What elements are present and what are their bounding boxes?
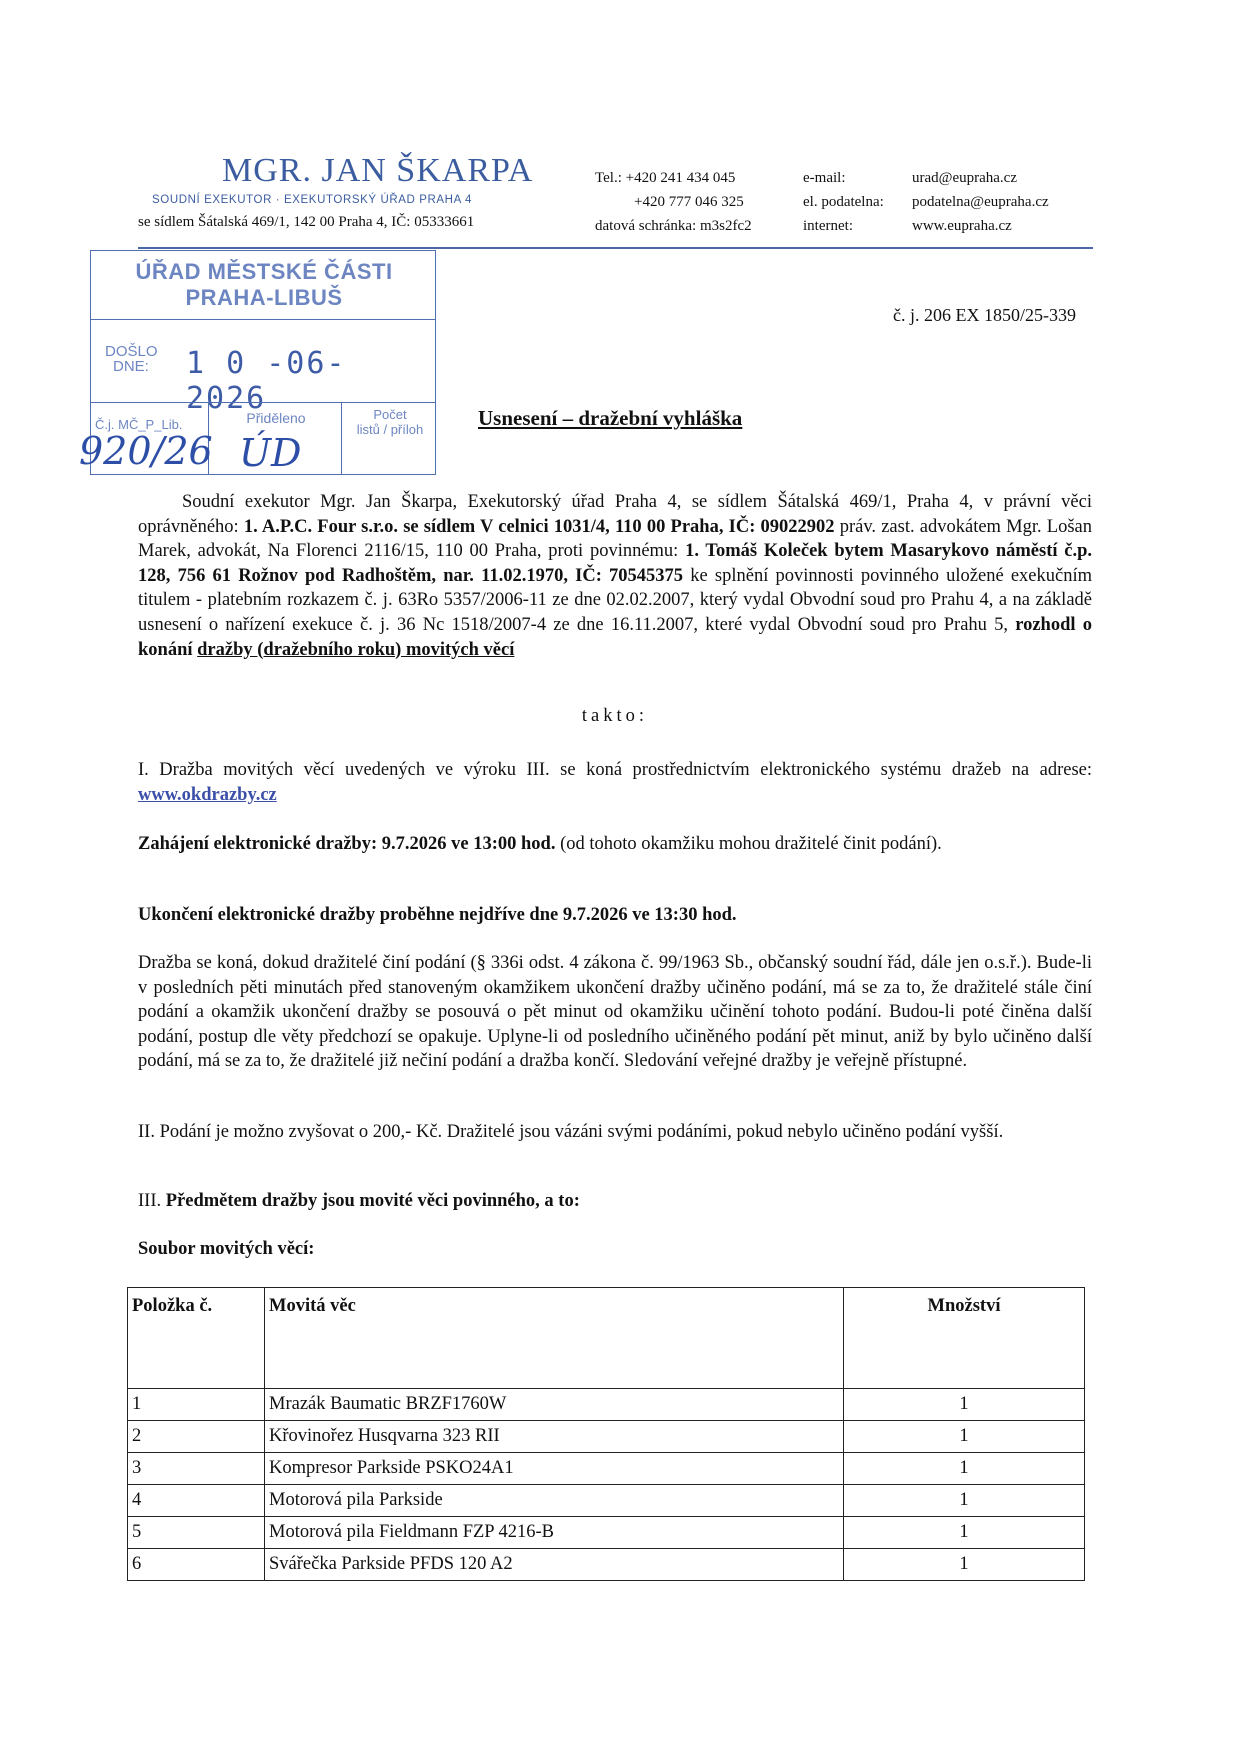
auction-start: Zahájení elektronické dražby: 9.7.2026 ve 13:00 hod. (od tohoto okamžiku mohou dražitelé činit podání). [138, 834, 942, 854]
stamp-divider [341, 402, 342, 474]
item-name: Mrazák Baumatic BRZF1760W [265, 1389, 844, 1421]
table-row [128, 1485, 1085, 1517]
debtor: 1. Tomáš Koleček bytem Masarykovo náměstí č.p. 128, 756 61 Rožnov pod Radhoštěm, nar. 11.02.1970, IČ: 70545375 [138, 541, 1092, 586]
item-quantity: 1 [844, 1549, 1085, 1581]
contact-phones [595, 166, 752, 238]
point-three: III. Předmětem dražby jsou movité věci povinného, a to: [138, 1191, 580, 1211]
item-quantity: 1 [844, 1517, 1085, 1549]
item-number: 6 [128, 1549, 265, 1581]
item-name: Motorová pila Parkside [265, 1485, 844, 1517]
item-name: Svářečka Parkside PFDS 120 A2 [265, 1549, 844, 1581]
item-name: Motorová pila Fieldmann FZP 4216-B [265, 1517, 844, 1549]
item-quantity: 1 [844, 1485, 1085, 1517]
table-row [128, 1421, 1085, 1453]
stamp-title-1: ÚŘAD MĚSTSKÉ ČÁSTI [135, 259, 393, 284]
item-name: Křovinořez Husqvarna 323 RII [265, 1421, 844, 1453]
item-number: 2 [128, 1421, 265, 1453]
executor-subtitle: SOUDNÍ EXEKUTOR · EXEKUTORSKÝ ÚŘAD PRAHA 4 [152, 194, 473, 206]
phone-1: Tel.: +420 241 434 045 [595, 170, 736, 186]
document-title: Usnesení – dražební vyhláška [478, 406, 743, 430]
stamp-count-label: Počet listů / příloh [356, 407, 424, 437]
creditor: 1. A.P.C. Four s.r.o. se sídlem V celnici 1031/4, 110 00 Praha, IČ: 09022902 [243, 516, 835, 537]
items-table [127, 1287, 1085, 1581]
handwritten-initials: ÚD [239, 431, 302, 475]
auction-end: Ukončení elektronické dražby proběhne nejdříve dne 9.7.2026 ve 13:30 hod. [138, 905, 737, 925]
item-quantity: 1 [844, 1453, 1085, 1485]
internet-label: internet: [803, 218, 853, 234]
internet-value: www.eupraha.cz [912, 218, 1012, 234]
handwritten-number: 920/26 [79, 429, 213, 473]
point-two: II. Podání je možno zvyšovat o 200,- Kč. Dražitelé jsou vázáni svými podáními, pokud nebylo učiněno podání vyšší. [138, 1122, 1004, 1142]
column-header-item: Movitá věc [265, 1288, 844, 1389]
table-row [128, 1517, 1085, 1549]
item-number: 3 [128, 1453, 265, 1485]
item-quantity: 1 [844, 1389, 1085, 1421]
receipt-stamp [79, 250, 436, 475]
table-row [128, 1549, 1085, 1581]
point-one: I. Dražba movitých věcí uvedených ve výroku III. se koná prostřednictvím elektronického systému dražeb na adrese: www.okdrazby.cz [138, 760, 1092, 805]
item-number: 1 [128, 1389, 265, 1421]
case-reference: č. j. 206 EX 1850/25-339 [893, 305, 1076, 325]
stamp-assigned-label: Přiděleno [246, 410, 306, 426]
contact-labels [803, 166, 884, 238]
stamp-received-label: DOŠLO DNE: [105, 343, 158, 375]
email-value: urad@eupraha.cz [912, 170, 1017, 186]
executor-seat: se sídlem Šátalská 469/1, 142 00 Praha 4, IČ: 05333661 [138, 214, 475, 230]
stamp-title-2: PRAHA-LIBUŠ [185, 285, 343, 310]
column-header-quantity: Množství [844, 1288, 1085, 1389]
podatelna-label: el. podatelna: [803, 194, 884, 210]
table-row [128, 1389, 1085, 1421]
stamp-divider [91, 319, 435, 320]
phone-2: +420 777 046 325 [634, 194, 744, 210]
email-label: e-mail: [803, 170, 846, 186]
podatelna-value: podatelna@eupraha.cz [912, 194, 1049, 210]
stamp-divider [91, 402, 435, 403]
items-set-title: Soubor movitých věcí: [138, 1239, 315, 1259]
intro-paragraph: Soudní exekutor Mgr. Jan Škarpa, Exekutorský úřad Praha 4, se sídlem Šátalská 469/1, Praha 4, v právní věci oprávněného: 1. A.P.C. Four s.r.o. se sídlem V celnici 1031/4, 110 00 Praha, IČ: 09022902 práv. zast. advokátem Mgr. Lošan Marek, advokát, Na Florenci 2116/15, 110 00 Praha, proti povinnému: 1. Tomáš Koleček bytem Masarykovo náměstí č.p. 128, 756 61 Rožnov pod Radhoštěm, nar. 11.02.1970, IČ: 70545375 ke splnění povinnosti povinného uložené exekučním titulem - platebním rozkazem č. j. 63Ro 5357/2006-11 ze dne 02.02.2007, který vydal Obvodní soud pro Prahu 4, a na základě usnesení o nařízení exekuce č. j. 36 Nc 1518/2007-4 ze dne 16.11.2007, které vydal Obvodní soud pro Prahu 5, rozhodl o konání dražby (dražebního roku) movitých věcí [138, 492, 1093, 660]
letterhead-divider [138, 247, 1093, 249]
auction-portal-link[interactable]: www.okdrazby.cz [138, 784, 277, 805]
item-number: 4 [128, 1485, 265, 1517]
table-row [128, 1453, 1085, 1485]
item-quantity: 1 [844, 1421, 1085, 1453]
item-name: Kompresor Parkside PSKO24A1 [265, 1453, 844, 1485]
auction-rules: Dražba se koná, dokud dražitelé činí podání (§ 336i odst. 4 zákona č. 99/1963 Sb., občanský soudní řád, dále jen o.s.ř.). Bude-li v posledních pěti minutách před stanoveným okamžikem ukončení dražby učiněno podání, má se za to, že dražitelé stále činí podání a okamžik ukončení dražby se posouvá o pět minut od okamžiku učinění tohoto podání. Budou-li poté činěna další podání, postup dle věty předchozí se opakuje. Uplyne-li od posledního učiněného podání pět minut, aniž by bylo učiněno další podání, má se za to, že dražitelé již nečiní podání a dražba končí. Sledování veřejné dražby je veřejně přístupné. [138, 953, 1092, 1072]
column-header-item-no: Položka č. [128, 1288, 265, 1389]
stamp-date: 1 0 -06- 2026 [186, 346, 347, 416]
item-number: 5 [128, 1517, 265, 1549]
contact-values [912, 166, 1049, 238]
stamp-cj-label: Č.j. MČ_P_Lib. [95, 417, 183, 432]
executor-name: MGR. JAN ŠKARPA [222, 152, 534, 189]
takto-heading: takto: [581, 706, 649, 726]
data-box: datová schránka: m3s2fc2 [595, 218, 752, 234]
table-header-row [128, 1288, 1085, 1389]
